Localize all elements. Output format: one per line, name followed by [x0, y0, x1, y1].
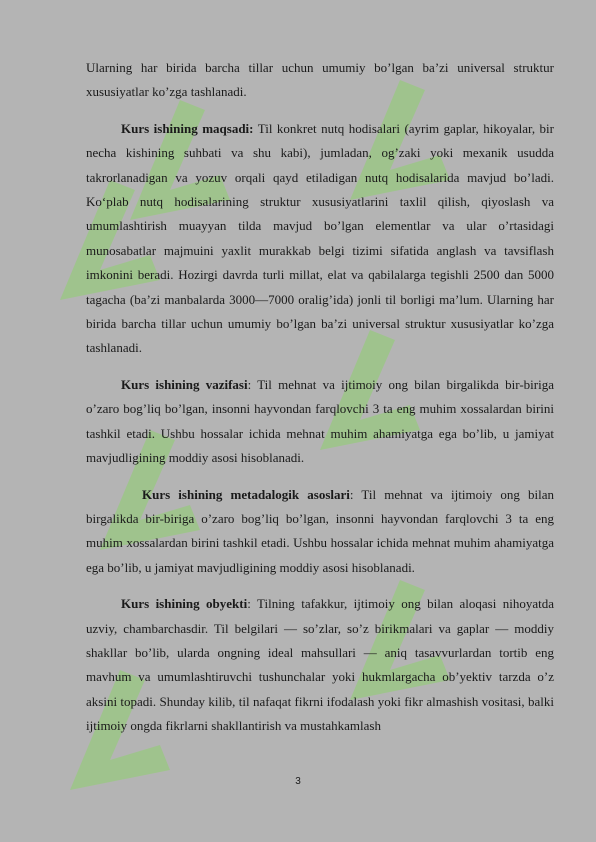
page-number: 3 — [295, 776, 301, 787]
section-heading: Kurs ishining metadalogik asoslari — [142, 486, 350, 502]
section-heading: Kurs ishining vazifasi — [121, 376, 248, 392]
section-heading: Kurs ishining maqsadi: — [121, 120, 254, 136]
paragraph: Kurs ishining vazifasi: Til mehnat va ijtimoiy ong bilan birgalikda bir-biriga o’zaro bog’liq bo’lgan, insonni hayvondan farqlovchi 3 ta eng muhim xossalardan birini tashkil etadi. Ushbu hossalar ichida mehnat muhim ahamiyatga ega bo’lib, u jamiyat mavjudligining moddiy asosi hisoblanadi. — [86, 376, 554, 466]
paragraph: Kurs ishining obyekti: Tilning tafakkur, ijtimoiy ong bilan aloqasi nihoyatda uzviy, chambarchasdir. Til belgilari — so’zlar, so’z birikmalari va gaplar — moddiy shakllar bo’lib, ularda ongning ideal mahsullari — aniq tasavvurlardan tortib eng mavhum va umumlashtiruvchi tushunchalar yoki hukmlargacha ob’yektiv tarzda o’z aksini topadi. Shunday kilib, til nafaqat fikrni ifodalash yoki fikr almashish vositasi, balki ijtimoiy ongda fikrlarni shakllantirish va mustahkamlash — [86, 596, 554, 734]
paragraph: Ularning har birida barcha tillar uchun umumiy bo’lgan ba’zi universal struktur xususiyatlar ko’zga tashlanadi. — [86, 60, 554, 100]
paragraph: Kurs ishining maqsadi: Til konkret nutq hodisalari (ayrim gaplar, hikoyalar, bir necha kishining suhbati va shu kabi), jumladan, og’zaki yoki mexanik usudda takrorlanadigan va yozuv orqali qayd etiladigan nutq hodisalarida mavjud bo’ladi. Ko‘plab nutq hodisalarining struktur xususiyatlarini taxlil qilish, qiyoslash va umumlashtirish muayyan tilda mavjud bo’lgan elementlar va ular o’rtasidagi munosabatlar majmuini yaxlit murakkab belgi tizimi sifatida anglash va tavsiflash imkonini beradi. Hozirgi davrda turli millat, elat va qabilalarga tegishli 2500 dan 5000 tagacha (ba’zi manbalarda 3000—7000 oralig’ida) jonli til borligi ma’lum. Ularning har birida barcha tillar uchun umumiy bo’lgan ba’zi universal struktur xususiyatlar ko’zga tashlanadi. — [86, 120, 554, 356]
paragraph: Kurs ishining metadalogik asoslari: Til mehnat va ijtimoiy ong bilan birgalikda bir-biriga o’zaro bog’liq bo’lgan, insonni hayvondan farqlovchi 3 ta eng muhim xossalardan birini tashkil etadi. Ushbu hossalar ichida mehnat muhim ahamiyatga ega bo’lib, u jamiyat mavjudligining moddiy asosi hisoblanadi. — [86, 486, 554, 575]
body-text — [86, 56, 554, 751]
section-heading: Kurs ishining obyekti — [121, 596, 248, 612]
